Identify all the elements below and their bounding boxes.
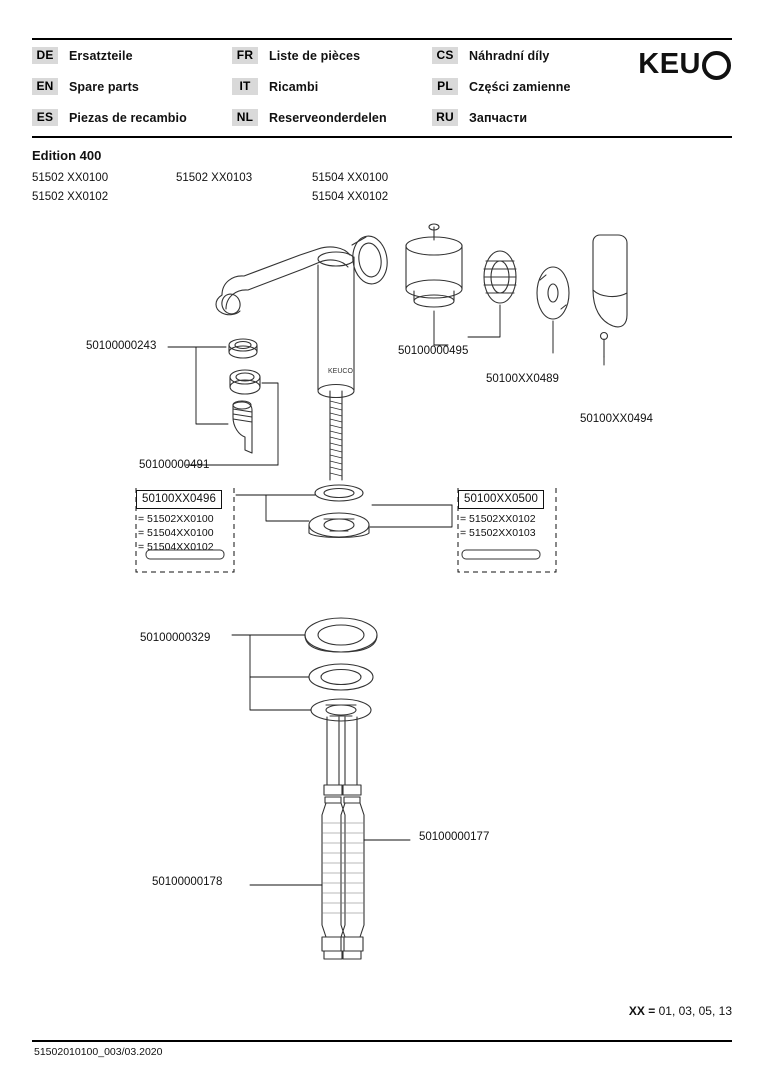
- callout-aerator: 50100000243: [86, 340, 157, 352]
- language-label-de: Ersatzteile: [69, 48, 133, 63]
- variant-item: = 51502XX0103: [460, 527, 536, 539]
- article-number: 51504 XX0102: [312, 191, 389, 203]
- flat-seal-1-icon: [146, 550, 224, 559]
- xx-label: XX =: [628, 1004, 656, 1018]
- svg-text:KEUCO: KEUCO: [328, 368, 353, 375]
- variant-item: = 51504XX0102: [138, 541, 214, 553]
- callout-hose-long: 50100000178: [152, 876, 223, 888]
- language-code-nl: NL: [232, 109, 258, 126]
- footer-rule: [32, 1040, 732, 1042]
- article-number: 51502 XX0100: [32, 172, 109, 184]
- language-code-fr: FR: [232, 47, 258, 64]
- language-code-pl: PL: [432, 78, 458, 95]
- callout-gasket: 50100000329: [140, 632, 211, 644]
- variant-code: 50100XX0500: [458, 490, 544, 509]
- variant-item: = 51502XX0100: [138, 513, 214, 525]
- language-label-nl: Reserveonderdelen: [269, 110, 387, 125]
- article-number: 51502 XX0103: [176, 172, 253, 184]
- xx-legend: [629, 1004, 732, 1018]
- document-id: 51502010100_003/03.2020: [34, 1046, 163, 1058]
- article-number: 51502 XX0102: [32, 191, 109, 203]
- article-number: 51504 XX0100: [312, 172, 389, 184]
- page-title: Edition 400: [32, 148, 102, 163]
- flat-seal-2-icon: [462, 550, 540, 559]
- language-label-it: Ricambi: [269, 79, 319, 94]
- language-label-ru: Запчасти: [469, 110, 528, 125]
- language-label-es: Piezas de recambio: [69, 110, 187, 125]
- language-label-en: Spare parts: [69, 79, 139, 94]
- language-label-fr: Liste de pièces: [269, 48, 361, 63]
- variant-item: = 51502XX0102: [460, 513, 536, 525]
- language-code-de: DE: [32, 47, 58, 64]
- callout-aerator-key: 50100000491: [139, 459, 210, 471]
- callout-lever: 50100XX0494: [580, 413, 653, 425]
- language-code-en: EN: [32, 78, 58, 95]
- callout-hose-short: 50100000177: [419, 831, 490, 843]
- logo-text-left: KEU: [638, 48, 701, 80]
- language-label-cs: Náhradní díly: [469, 48, 550, 63]
- language-code-cs: CS: [432, 47, 458, 64]
- xx-values: 01, 03, 05, 13: [658, 1004, 732, 1018]
- callout-cartridge: 50100000495: [398, 345, 469, 357]
- variant-code: 50100XX0496: [136, 490, 222, 509]
- variant-item: = 51504XX0100: [138, 527, 214, 539]
- language-code-it: IT: [232, 78, 258, 95]
- language-label-pl: Części zamienne: [469, 79, 571, 94]
- callout-cover-cap: 50100XX0489: [486, 373, 559, 385]
- language-code-es: ES: [32, 109, 58, 126]
- language-code-ru: RU: [432, 109, 458, 126]
